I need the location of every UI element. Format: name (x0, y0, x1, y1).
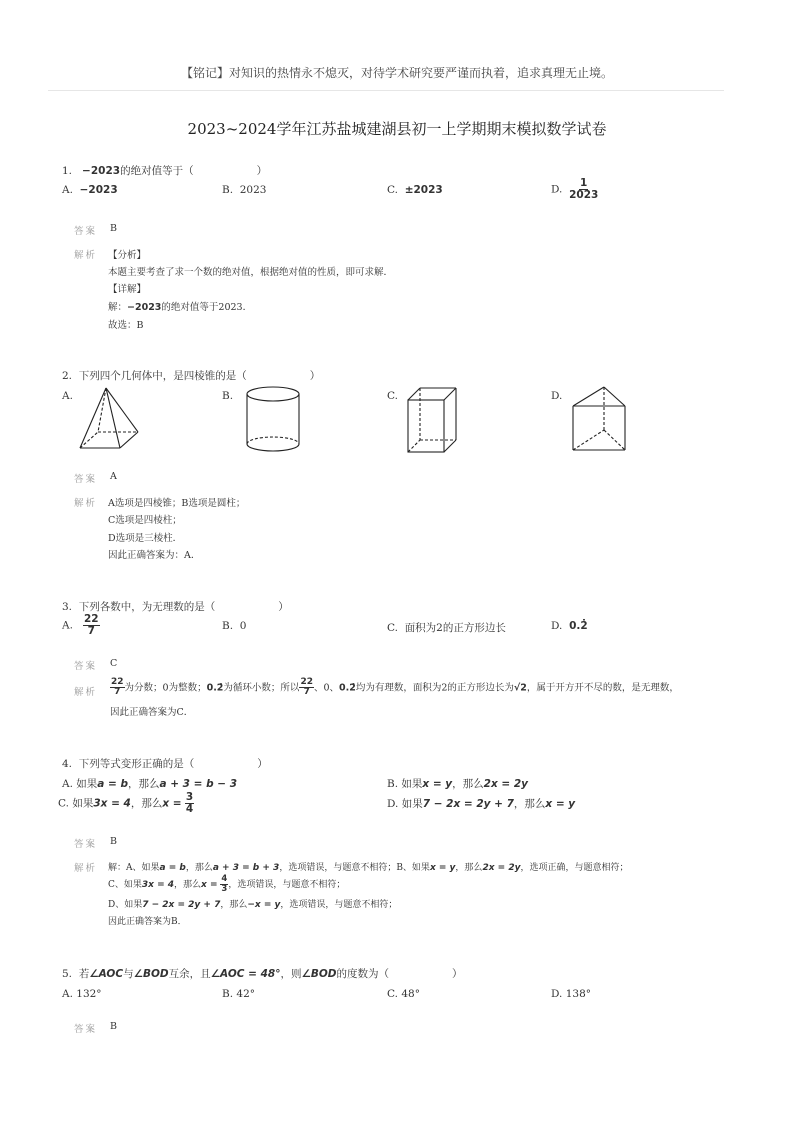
analysis-line: 因此正确答案为C． (110, 707, 194, 718)
analysis-line: 本题主要考查了求一个数的绝对值，根据绝对值的性质，即可求解． (108, 267, 394, 278)
header-divider (48, 90, 724, 91)
motto: 【铭记】对知识的热情永不熄灭，对待学术研究要严谨而执着，追求真理无止境。 (180, 66, 613, 80)
fraction: $\frac{22}{7}$ (83, 613, 99, 638)
question-5-stem: 5. 若∠AOC与∠BOD互余，且∠AOC = 48°，则∠BOD的度数为（ ） (62, 968, 463, 980)
option-c[interactable]: C. 48° (387, 988, 420, 1000)
answer-label: 答案 (74, 661, 98, 672)
answer-label: 答案 (74, 226, 98, 237)
option-c[interactable]: C. (387, 390, 398, 402)
answer-value: B (110, 1021, 117, 1032)
prism-figure (404, 384, 460, 456)
question-4-stem: 4. 下列等式变形正确的是（ ） (62, 758, 268, 770)
question-1-stem: 1. −2023的绝对值等于（ ） (62, 165, 268, 177)
analysis-label: 解析 (74, 687, 98, 698)
cylinder-figure (244, 384, 302, 456)
option-c[interactable]: C. ±2023 (387, 184, 443, 196)
analysis-line: D、如果7 − 2x = 2y + 7，那么−x = y，选项错误，与题意不相符； (108, 900, 398, 910)
option-c[interactable]: C. 如果3x = 4，那么x = $\frac{3}{4}$ (58, 791, 194, 816)
analysis-line: 【详解】 (108, 284, 147, 295)
option-d[interactable]: D. 0.2̇ (551, 620, 588, 632)
analysis-label: 解析 (74, 863, 98, 874)
option-b[interactable]: B. 2023 (222, 184, 267, 196)
answer-value: B (110, 223, 117, 234)
analysis-label: 解析 (74, 498, 98, 509)
option-c[interactable]: C. 面积为2的正方形边长 (387, 622, 506, 634)
option-d[interactable]: D. 138° (551, 988, 592, 1000)
analysis-line: 因此正确答案为：A． (108, 550, 201, 561)
triangular-prism-figure (570, 384, 628, 454)
analysis-line: 故选：B (108, 320, 144, 331)
page-title: 2023~2024学年江苏盐城建湖县初一上学期期末模拟数学试卷 (187, 120, 607, 138)
analysis-line: 因此正确答案为B． (108, 917, 187, 927)
fraction: $\frac{3}{4}$ (185, 791, 194, 816)
option-a[interactable]: A. 如果a = b，那么a + 3 = b − 3 (62, 778, 238, 790)
answer-value: A (110, 471, 117, 482)
analysis-line: 解：−2023的绝对值等于2023． (108, 302, 253, 313)
option-d[interactable]: D. 如果7 − 2x = 2y + 7，那么x = y (387, 798, 576, 810)
question-2-stem: 2. 下列四个几何体中，是四棱锥的是（ ） (62, 370, 321, 382)
pyramid-figure (76, 384, 142, 454)
analysis-line: 【分析】 (108, 250, 147, 261)
fraction: $\frac{1}{2023}$ (569, 177, 599, 202)
analysis-line: A选项是四棱锥；B选项是圆柱； (108, 498, 246, 509)
analysis-label: 解析 (74, 250, 98, 261)
answer-value: C (110, 658, 118, 669)
option-b[interactable]: B. 0 (222, 620, 247, 632)
answer-label: 答案 (74, 839, 98, 850)
option-b[interactable]: B. (222, 390, 234, 402)
answer-value: B (110, 836, 117, 847)
answer-label: 答案 (74, 474, 98, 485)
option-a[interactable]: A. −2023 (62, 184, 118, 196)
analysis-line: C、如果3x = 4，那么x = $\frac{4}{3}$ ，选项错误，与题意不相符； (108, 874, 346, 894)
option-a[interactable]: A. 132° (62, 988, 102, 1000)
analysis-line: D选项是三棱柱． (108, 533, 183, 544)
option-a[interactable]: A. (62, 390, 73, 402)
analysis-line: 解：A、如果a = b，那么a + 3 = b + 3，选项错误，与题意不相符；B、如果x = y，那么2x = 2y，选项正确，与题意相符； (108, 863, 629, 873)
option-b[interactable]: B. 如果x = y，那么2x = 2y (387, 778, 528, 790)
question-3-stem: 3. 下列各数中，为无理数的是（ ） (62, 601, 289, 613)
answer-label: 答案 (74, 1024, 98, 1035)
option-d[interactable]: D. $\frac{1}{2023}$ (551, 177, 599, 202)
option-b[interactable]: B. 42° (222, 988, 256, 1000)
option-a[interactable]: A. $\frac{22}{7}$ (62, 613, 99, 638)
option-d[interactable]: D. (551, 390, 563, 402)
analysis-line: C选项是四棱柱； (108, 515, 182, 526)
analysis-line: $\frac{22}{7}$ 为分数；0为整数；0.2̇为循环小数；所以 $\frac{22}{7}$ 、0、0.2̇均为有理数，面积为2的正方形边长为√2，属于开方开不尽的数，是无理数， (111, 677, 679, 698)
